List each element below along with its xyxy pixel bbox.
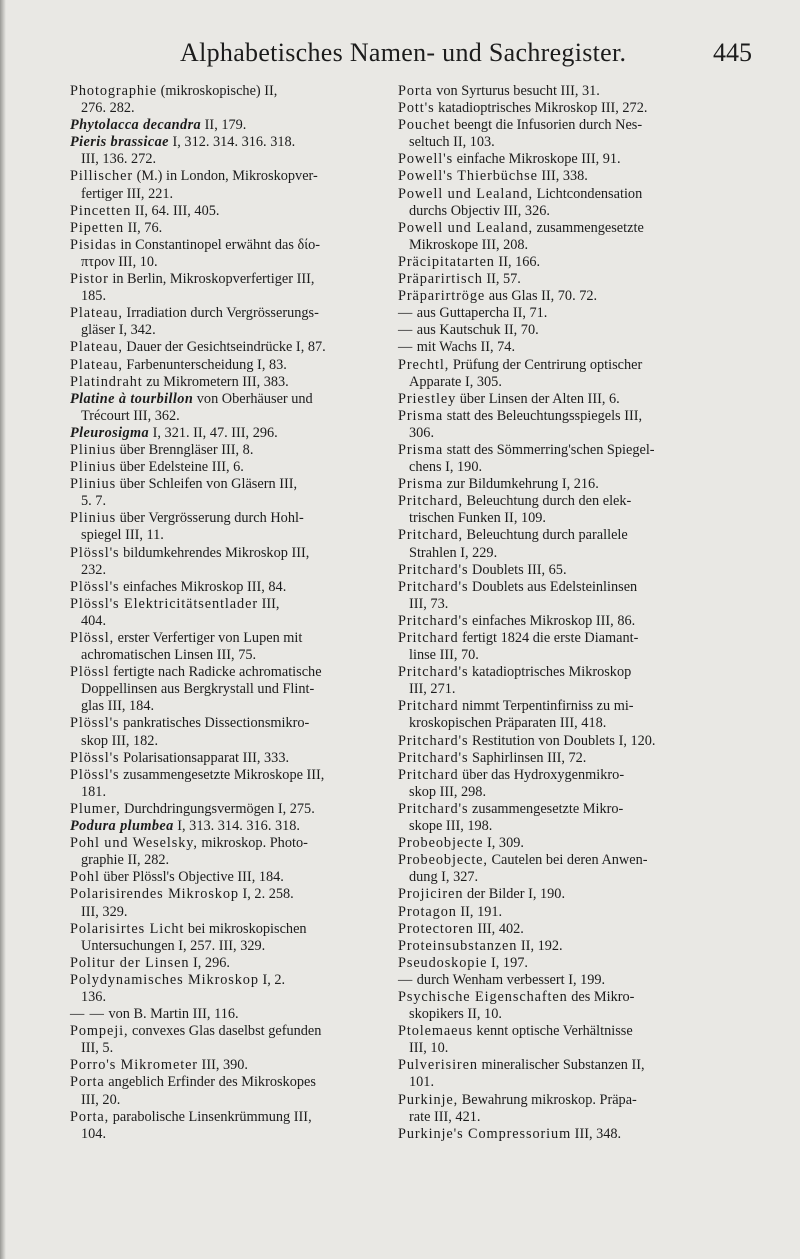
index-reference: aus Kautschuk II, 70. <box>413 322 539 339</box>
index-reference: fertigte nach Radicke achromatische <box>109 664 322 681</box>
index-reference: zusammengesetzte <box>533 219 644 236</box>
index-reference: III, 73. <box>409 595 449 612</box>
index-reference: III, 348. <box>571 1125 622 1142</box>
index-reference: convexes Glas daselbst gefunden <box>128 1023 322 1040</box>
index-reference: in Berlin, Mikroskopverfertiger III, <box>108 271 315 288</box>
index-entry <box>398 750 734 767</box>
index-term: Photographie <box>70 83 158 99</box>
index-reference: trischen Funken II, 109. <box>409 510 546 527</box>
index-entry <box>398 186 734 220</box>
index-reference: Saphirlinsen III, 72. <box>468 749 587 766</box>
page-number: 445 <box>713 38 752 67</box>
index-term: Plumer, <box>70 800 121 817</box>
index-entry <box>398 989 734 1023</box>
index-reference: skop III, 298. <box>409 783 487 800</box>
index-reference: spiegel III, 11. <box>81 527 164 544</box>
index-reference: I, 296. <box>189 954 230 971</box>
index-entry <box>70 220 390 237</box>
index-reference: II, 191. <box>456 903 503 920</box>
index-reference: III, 390. <box>197 1057 249 1074</box>
index-entry <box>398 698 734 732</box>
index-term: — <box>398 971 414 988</box>
index-reference: der Bilder I, 190. <box>463 886 566 903</box>
index-entry <box>70 476 390 510</box>
index-entry <box>70 134 390 168</box>
index-reference: II, 192. <box>517 937 563 954</box>
index-entry <box>398 305 734 322</box>
index-reference: Durchdringungsvermögen I, 275. <box>120 800 315 817</box>
index-reference: III, 5. <box>81 1040 114 1057</box>
index-term: Protagon <box>398 903 457 920</box>
index-reference: parabolische Linsenkrümmung III, <box>109 1108 312 1125</box>
index-reference: 5. 7. <box>81 493 107 510</box>
index-entry <box>70 921 390 955</box>
index-entry <box>70 1006 390 1023</box>
index-entry <box>398 476 734 493</box>
index-term: Porta, <box>70 1108 110 1125</box>
index-term: Pritchard's <box>398 578 469 595</box>
index-entry <box>70 886 390 920</box>
index-term: Porta <box>70 1074 105 1091</box>
index-reference: mikroskop. Photo- <box>197 835 308 852</box>
index-term: Präparirtröge <box>398 288 486 305</box>
index-term: Pieris brassicae <box>70 134 169 151</box>
index-reference: Bewahrung mikroskop. Präpa- <box>458 1091 637 1108</box>
index-term: Pritchard, <box>398 493 463 510</box>
index-reference: II, 57. <box>482 271 521 288</box>
index-term: Ptolemaeus <box>398 1023 473 1040</box>
index-term: Porro's Mikrometer <box>70 1057 198 1074</box>
index-reference: Beleuchtung durch parallele <box>462 527 628 544</box>
index-entry <box>398 254 734 271</box>
index-reference: in Constantinopel erwähnt das δίο- <box>116 236 320 253</box>
index-term: Pulverisiren <box>398 1057 478 1074</box>
index-reference: über Brenngläser III, 8. <box>116 441 254 458</box>
index-entry <box>398 1023 734 1057</box>
index-entry <box>398 83 734 100</box>
index-term: Powell und Lealand, <box>398 185 534 202</box>
index-entry <box>398 921 734 938</box>
index-reference: III, 271. <box>409 681 456 698</box>
index-reference: 104. <box>81 1125 107 1142</box>
index-reference: durch Wenham verbessert I, 199. <box>413 971 606 988</box>
index-reference: Farbenunterscheidung I, 83. <box>122 356 287 373</box>
left-column <box>70 83 390 1143</box>
index-term: Plinius <box>70 459 117 476</box>
index-reference: von Oberhäuser und <box>193 390 313 407</box>
index-reference: Dauer der Gesichtseindrücke I, 87. <box>122 339 326 356</box>
index-term: Plinius <box>70 510 117 527</box>
index-term: — — <box>70 1006 105 1023</box>
index-reference: bei mikroskopischen <box>184 920 307 937</box>
index-reference: zusammengesetzte Mikroskope III, <box>119 766 325 783</box>
index-term: Protectoren <box>398 920 474 937</box>
index-entry <box>398 339 734 356</box>
index-entry <box>70 374 390 391</box>
index-reference: erster Verfertiger von Lupen mit <box>114 630 303 646</box>
index-reference: statt des Sömmerring'schen Spiegel- <box>443 441 655 458</box>
index-entry <box>70 801 390 818</box>
index-reference: II, 166. <box>494 253 541 270</box>
index-term: Platindraht <box>70 373 143 390</box>
index-reference: Strahlen I, 229. <box>409 544 498 561</box>
index-term: Pseudoskopie <box>398 954 488 971</box>
index-reference: zusammengesetzte Mikro- <box>468 800 624 817</box>
index-reference: 136. <box>81 988 107 1005</box>
index-reference: bildumkehrendes Mikroskop III, <box>119 544 310 561</box>
index-reference: II, 64. III, 405. <box>131 202 220 219</box>
index-reference: Doppellinsen aus Bergkrystall und Flint- <box>81 681 315 698</box>
index-entry <box>70 630 390 664</box>
index-reference: Beleuchtung durch den elek- <box>462 493 632 510</box>
index-term: Pisidas <box>70 236 117 253</box>
index-reference: graphie II, 282. <box>81 852 170 869</box>
index-entry <box>398 630 734 664</box>
index-entry <box>398 664 734 698</box>
index-reference: achromatischen Linsen III, 75. <box>81 647 257 664</box>
index-entry <box>70 1109 390 1143</box>
index-entry <box>398 733 734 750</box>
index-term: Polarisirtes Licht <box>70 920 185 937</box>
index-entry <box>398 408 734 442</box>
index-entry <box>398 1126 734 1143</box>
index-entry <box>398 288 734 305</box>
index-entry <box>398 527 734 561</box>
index-reference: II, 179. <box>201 117 247 134</box>
index-term: Pritchard <box>398 766 459 783</box>
index-entry <box>70 339 390 356</box>
index-entry <box>70 459 390 476</box>
index-reference: des Mikro- <box>567 988 635 1005</box>
index-term: Phytolacca decandra <box>70 117 202 134</box>
index-entry <box>70 545 390 579</box>
index-term: Pritchard's <box>398 800 469 817</box>
index-reference: einfache Mikroskope III, 91. <box>453 151 621 168</box>
index-entry <box>398 972 734 989</box>
index-entry <box>398 391 734 408</box>
index-entry <box>398 100 734 117</box>
index-term: Polydynamisches Mikroskop <box>70 971 259 988</box>
index-reference: über Edelsteine III, 6. <box>116 459 244 476</box>
index-reference: 185. <box>81 288 107 305</box>
index-term: Pohl und Weselsky, <box>70 835 198 852</box>
index-reference: über Linsen der Alten III, 6. <box>456 390 620 407</box>
index-reference: nimmt Terpentinfirniss zu mi- <box>458 698 634 715</box>
index-reference: mit Wachs II, 74. <box>413 339 516 356</box>
index-entry <box>70 596 390 630</box>
index-reference: Restitution von Doublets I, 120. <box>468 732 656 749</box>
index-term: Plössl's <box>70 715 120 732</box>
index-term: Platine à tourbillon <box>70 390 194 407</box>
index-reference: über das Hydroxygenmikro- <box>458 766 625 783</box>
index-reference: II, 76. <box>124 219 163 236</box>
index-term: Projiciren <box>398 886 464 903</box>
index-entry <box>398 271 734 288</box>
index-term: Prisma <box>398 441 444 458</box>
index-term: Pritchard <box>398 630 459 646</box>
index-reference: III, 338. <box>537 168 588 185</box>
index-reference: Apparate I, 305. <box>409 373 502 390</box>
index-reference: über Schleifen von Gläsern III, <box>116 476 298 493</box>
index-entry <box>398 886 734 903</box>
index-entry <box>70 1023 390 1057</box>
index-entry <box>398 904 734 921</box>
index-reference: katadioptrisches Mikroskop <box>468 664 632 681</box>
index-term: Priestley <box>398 390 457 407</box>
index-entry <box>70 83 390 117</box>
index-reference: aus Guttapercha II, 71. <box>413 305 548 322</box>
index-entry <box>70 972 390 1006</box>
index-entry <box>70 835 390 869</box>
index-term: Pillischer <box>70 168 134 185</box>
index-reference: 181. <box>81 783 107 800</box>
index-reference: Mikroskope III, 208. <box>409 236 529 253</box>
index-reference: 306. <box>409 424 435 441</box>
index-reference: gläser I, 342. <box>81 322 156 339</box>
index-reference: kroskopischen Präparaten III, 418. <box>409 715 607 732</box>
index-term: Plössl <box>70 664 110 681</box>
index-term: Plateau, <box>70 339 123 356</box>
index-entry <box>398 613 734 630</box>
index-term: Pritchard's <box>398 732 469 749</box>
index-entry <box>70 750 390 767</box>
index-reference: rate III, 421. <box>409 1108 481 1125</box>
index-reference: skopikers II, 10. <box>409 1006 502 1023</box>
index-reference: katadioptrisches Mikroskop III, 272. <box>434 100 648 117</box>
index-term: Plössl's <box>70 766 120 783</box>
index-term: Proteinsubstanzen <box>398 937 518 954</box>
index-entry <box>70 305 390 339</box>
index-entry <box>70 357 390 374</box>
index-term: Plössl's <box>70 544 120 561</box>
right-column <box>398 83 734 1143</box>
index-entry <box>70 391 390 425</box>
index-entry <box>70 442 390 459</box>
index-entry <box>70 955 390 972</box>
index-term: Porta <box>398 83 433 99</box>
index-term: Prechtl, <box>398 356 450 373</box>
index-term: Plateau, <box>70 356 123 373</box>
index-term: Pipetten <box>70 219 125 236</box>
index-reference: einfaches Mikroskop III, 84. <box>119 578 287 595</box>
index-reference: III, 10. <box>409 1040 449 1057</box>
index-reference: III, 402. <box>473 920 524 937</box>
index-reference: I, 2. <box>258 971 286 988</box>
index-entry <box>398 1057 734 1091</box>
index-reference: einfaches Mikroskop III, 86. <box>468 612 636 629</box>
index-reference: skope III, 198. <box>409 818 493 835</box>
index-reference: 404. <box>81 612 107 629</box>
index-term: Pleurosigma <box>70 424 150 441</box>
index-reference: chens I, 190. <box>409 459 483 476</box>
index-reference: 101. <box>409 1074 435 1091</box>
index-reference: über Plössl's Objective III, 184. <box>99 869 284 886</box>
index-reference: πτρον III, 10. <box>81 253 158 270</box>
index-term: Pincetten <box>70 202 132 219</box>
index-term: Pritchard <box>398 698 459 715</box>
page-header <box>70 38 752 78</box>
binding-edge <box>0 0 6 1259</box>
index-entry <box>70 203 390 220</box>
index-reference: über Vergrösserung durch Hohl- <box>116 510 304 527</box>
index-entry <box>70 271 390 305</box>
index-reference: Irradiation durch Vergrösserungs- <box>122 305 319 322</box>
index-term: Purkinje, <box>398 1091 459 1108</box>
index-reference: glas III, 184. <box>81 698 155 715</box>
index-reference: Doublets aus Edelsteinlinsen <box>468 578 638 595</box>
index-reference: III, <box>258 595 280 612</box>
index-entry <box>398 357 734 391</box>
index-reference: Doublets III, 65. <box>468 561 567 578</box>
index-term: Probeobjecte, <box>398 852 488 869</box>
index-reference: seltuch II, 103. <box>409 134 495 151</box>
index-term: Polarisirendes Mikroskop <box>70 886 239 903</box>
index-reference: (M.) in London, Mikroskopver- <box>133 168 318 185</box>
index-term: Präcipitatarten <box>398 253 495 270</box>
index-term: Pott's <box>398 100 435 117</box>
index-reference: kennt optische Verhältnisse <box>472 1023 633 1040</box>
index-entry <box>70 664 390 715</box>
index-term: Präparirtisch <box>398 271 483 288</box>
index-reference: Polarisationsapparat III, 333. <box>119 749 290 766</box>
index-reference: I, 2. 258. <box>238 886 294 903</box>
index-entry <box>70 1074 390 1108</box>
index-term: Plateau, <box>70 305 123 322</box>
index-entry <box>398 220 734 254</box>
index-entry <box>398 801 734 835</box>
index-entry <box>70 117 390 134</box>
index-reference: von B. Martin III, 116. <box>104 1006 239 1023</box>
index-entry <box>70 237 390 271</box>
index-reference: angeblich Erfinder des Mikroskopes <box>104 1074 316 1091</box>
index-reference: Cautelen bei deren Anwen- <box>487 852 648 869</box>
index-term: Probeobjecte <box>398 835 484 852</box>
index-reference: linse III, 70. <box>409 647 479 664</box>
index-reference: Prüfung der Centrirung optischer <box>449 356 643 373</box>
index-entry <box>398 493 734 527</box>
index-reference: (mikroskopische) II, <box>157 83 278 99</box>
index-entry <box>398 938 734 955</box>
index-term: — <box>398 339 414 356</box>
index-entry <box>70 715 390 749</box>
index-entry <box>398 955 734 972</box>
index-term: — <box>398 305 414 322</box>
index-entry <box>398 852 734 886</box>
index-term: Plinius <box>70 441 117 458</box>
index-term: Powell und Lealand, <box>398 219 534 236</box>
index-entry <box>398 168 734 185</box>
index-term: Powell's <box>398 151 454 168</box>
index-term: Plinius <box>70 476 117 493</box>
index-reference: skop III, 182. <box>81 732 159 749</box>
index-term: Pritchard's <box>398 664 469 681</box>
index-entry <box>398 562 734 579</box>
index-term: Podura plumbea <box>70 818 174 835</box>
index-reference: 276. 282. <box>81 100 135 117</box>
index-term: Prisma <box>398 407 444 424</box>
index-reference: dung I, 327. <box>409 869 479 886</box>
page-title: Alphabetisches Namen- und Sachregister. <box>180 38 627 67</box>
index-term: Pritchard's <box>398 749 469 766</box>
index-term: Purkinje's Compressorium <box>398 1125 572 1142</box>
index-reference: I, 321. II, 47. III, 296. <box>149 424 278 441</box>
index-entry <box>70 869 390 886</box>
index-term: Politur der Linsen <box>70 954 190 971</box>
index-term: Plössl's <box>70 749 120 766</box>
index-entry <box>398 1092 734 1126</box>
index-reference: Trécourt III, 362. <box>81 407 180 424</box>
index-term: Pritchard's <box>398 612 469 629</box>
index-term: Psychische Eigenschaften <box>398 988 568 1005</box>
index-reference: I, 312. 314. 316. 318. <box>168 134 296 151</box>
index-reference: I, 197. <box>487 954 528 971</box>
index-reference: 232. <box>81 561 107 578</box>
index-term: Pouchet <box>398 117 451 134</box>
index-reference: fertigt 1824 die erste Diamant- <box>458 630 639 646</box>
index-entry <box>70 767 390 801</box>
index-entry <box>70 1057 390 1074</box>
index-entry <box>70 510 390 544</box>
index-reference: statt des Beleuchtungsspiegels III, <box>443 407 643 424</box>
index-reference: III, 329. <box>81 903 128 920</box>
index-reference: Untersuchungen I, 257. III, 329. <box>81 937 266 954</box>
index-term: Pritchard's <box>398 561 469 578</box>
index-reference: mineralischer Substanzen II, <box>477 1057 645 1074</box>
index-entry <box>398 835 734 852</box>
index-term: Pompeji, <box>70 1023 129 1040</box>
index-entry <box>70 579 390 596</box>
index-entry <box>398 442 734 476</box>
index-term: Pistor <box>70 271 109 288</box>
index-reference: Lichtcondensation <box>533 185 643 202</box>
index-term: Pohl <box>70 869 100 886</box>
index-entry <box>70 425 390 442</box>
index-term: Prisma <box>398 476 444 493</box>
index-reference: zu Mikrometern III, 383. <box>142 373 289 390</box>
index-reference: I, 313. 314. 316. 318. <box>173 818 300 835</box>
index-entry <box>398 322 734 339</box>
index-entry <box>70 818 390 835</box>
index-term: Plössl's Elektricitätsentlader <box>70 595 259 612</box>
index-reference: fertiger III, 221. <box>81 185 174 202</box>
index-reference: III, 136. 272. <box>81 151 157 168</box>
index-entry <box>398 151 734 168</box>
index-term: Powell's Thierbüchse <box>398 168 538 185</box>
index-reference: pankratisches Dissectionsmikro- <box>119 715 310 732</box>
index-term: — <box>398 322 414 339</box>
index-reference: beengt die Infusorien durch Nes- <box>450 117 643 134</box>
index-term: Plössl's <box>70 578 120 595</box>
index-term: Plössl, <box>70 630 115 646</box>
index-entry <box>398 117 734 151</box>
index-entry <box>398 579 734 613</box>
index-term: Pritchard, <box>398 527 463 544</box>
index-reference: durchs Objectiv III, 326. <box>409 202 550 219</box>
index-reference: zur Bildumkehrung I, 216. <box>443 476 599 493</box>
index-reference: aus Glas II, 70. 72. <box>485 288 598 305</box>
index-reference: III, 20. <box>81 1091 121 1108</box>
index-entry <box>70 168 390 202</box>
index-reference: I, 309. <box>483 835 524 852</box>
index-reference: von Syrturus besucht III, 31. <box>432 83 600 99</box>
index-entry <box>398 767 734 801</box>
